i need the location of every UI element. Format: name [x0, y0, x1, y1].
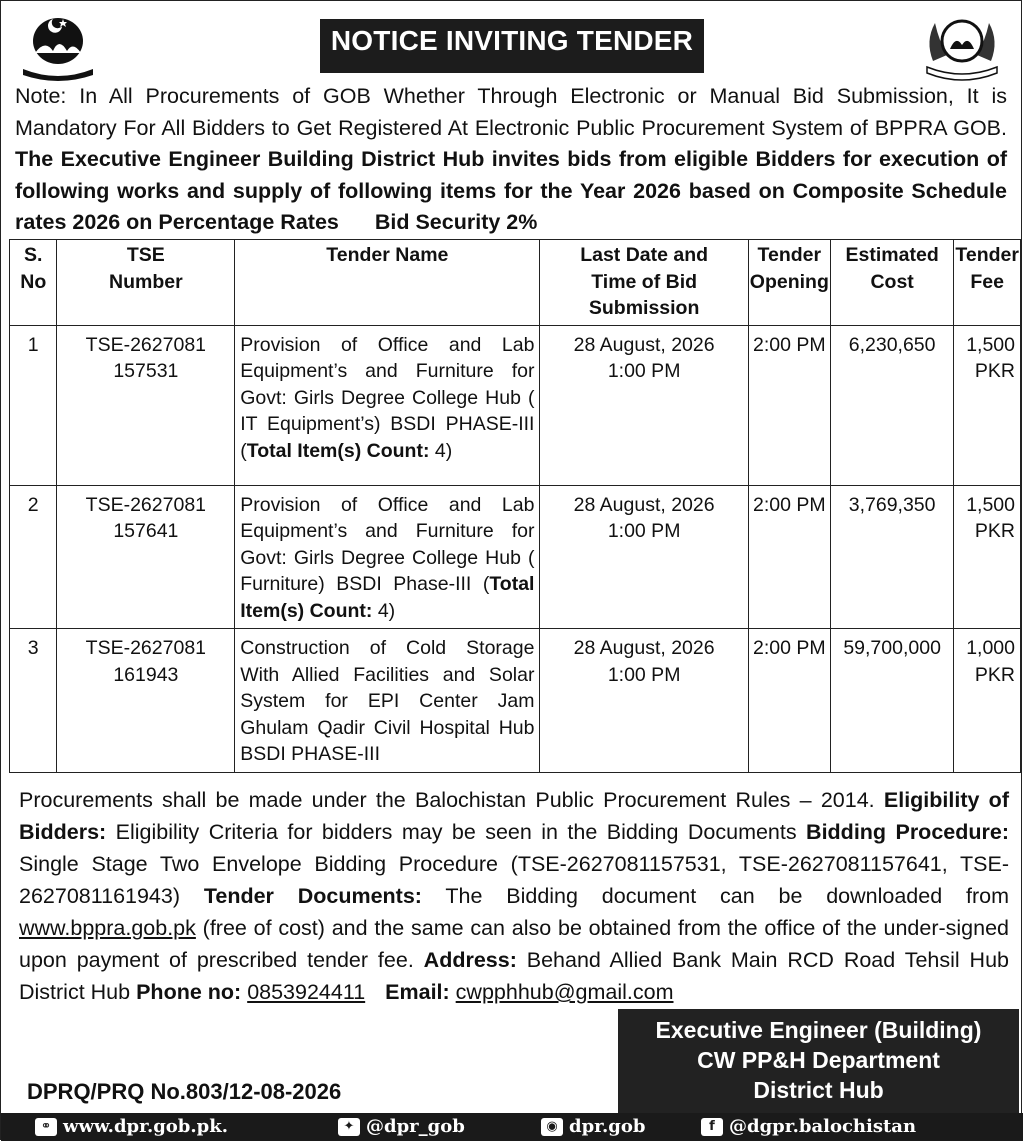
header-last-date: Last Date and Time of Bid Submission [540, 240, 748, 326]
footer-website-text: www.dpr.gob.pk. [63, 1116, 228, 1137]
cell-tse-number: TSE-2627081161943 [57, 629, 235, 773]
dprq-reference-number: DPRQ/PRQ No.803/12-08-2026 [27, 1079, 342, 1104]
address-label: Address: [423, 948, 517, 972]
header-tender-name: Tender Name [235, 240, 540, 326]
eligibility-label: Eligibility of Bidders: [19, 788, 1009, 844]
footer-website[interactable] [35, 1113, 228, 1141]
submission-time: 1:00 PM [607, 360, 681, 382]
submission-date: 28 August, 2026 [573, 637, 715, 659]
cell-tender-fee [954, 325, 1021, 485]
phone-label: Phone no: [136, 980, 242, 1004]
header-tse-number: TSE Number [57, 240, 235, 326]
tender-name-text: Provision of Office and Lab Equipment’s and Furniture for Govt: Girls Degree College Hub ( Furniture) BSDI Phase-III ( [240, 493, 535, 595]
procedure-text: Single Stage Two Envelope Bidding Procedure (TSE-2627081157531, TSE-2627081157641, TSE-2627081161943) [19, 852, 1009, 908]
header-estimated-cost: Estimated Cost [830, 240, 954, 326]
notice-title: NOTICE INVITING TENDER [320, 19, 704, 73]
balochistan-emblem-logo [19, 11, 97, 81]
email-label: Email: [385, 980, 450, 1004]
footer-twitter-text: @dpr_gob [366, 1116, 465, 1137]
eligibility-text: Eligibility Criteria for bidders may be seen in the Bidding Documents [115, 820, 797, 844]
table-row [10, 325, 1021, 485]
cell-last-date [540, 325, 748, 485]
globe-icon: ⚭ [35, 1118, 57, 1136]
footer-facebook-text: @dgpr.balochistan [729, 1116, 917, 1137]
procedure-label: Bidding Procedure: [806, 820, 1009, 844]
cell-estimated-cost: 59,700,000 [830, 629, 954, 773]
fee-amount: 1,500 [966, 333, 1015, 356]
fee-amount: 1,000 [966, 637, 1015, 659]
footer-bar [1, 1113, 1023, 1141]
cell-tender-name [235, 325, 540, 485]
footer-twitter[interactable] [338, 1113, 465, 1141]
fee-unit: PKR [974, 520, 1015, 542]
cell-estimated-cost: 3,769,350 [830, 485, 954, 629]
signature-block [618, 1009, 1019, 1113]
header-sno: S. No [10, 240, 57, 326]
cell-tse-number: TSE-2627081157531 [57, 325, 235, 485]
signatory-district: District Hub [753, 1077, 884, 1103]
tender-name-text: Provision of Office and Lab Equipment’s and Furniture for Govt: Girls Degree College Hub ( IT Equipment’s) BSDI PHASE-III ( [240, 333, 535, 462]
invitation-text: The Executive Engineer Building District Hub invites bids from eligible Bidders for execution of following works and supply of following items for the Year 2026 based on Composite Schedule rates 2026 on Percentage Rates [15, 147, 1007, 234]
item-count-value: 4) [377, 599, 396, 622]
cell-tse-number: TSE-2627081157641 [57, 485, 235, 629]
cell-sno: 2 [10, 485, 57, 629]
signatory-title: Executive Engineer (Building) [655, 1017, 982, 1043]
submission-date: 28 August, 2026 [573, 333, 715, 356]
documents-text: The Bidding document can be downloaded from [445, 884, 1009, 908]
tender-name-text: Construction of Cold Storage With Allied Facilities and Solar System for EPI Center Jam Ghulam Qadir Civil Hospital Hub BSDI PHASE-III [240, 637, 535, 765]
footer-instagram[interactable] [541, 1113, 645, 1141]
intro-paragraph [15, 81, 1007, 239]
cell-tender-name [235, 629, 540, 773]
item-count-label: Total Item(s) Count: [246, 439, 430, 462]
bid-security: Bid Security 2% [374, 210, 538, 234]
cell-tender-name [235, 485, 540, 629]
item-count-label: Total Item(s) Count: [240, 573, 535, 622]
address-text: Behand Allied Bank Main RCD Road Tehsil Hub District Hub [19, 948, 1009, 1004]
rules-statement: Procurements shall be made under the Balochistan Public Procurement Rules – 2014. [19, 788, 875, 812]
table-row [10, 629, 1021, 773]
header-tender-fee: Tender Fee [954, 240, 1021, 326]
fee-unit: PKR [974, 360, 1015, 382]
phone-link[interactable]: 0853924411 [247, 980, 366, 1004]
header-tender-opening: Tender Opening [748, 240, 830, 326]
cell-last-date [540, 629, 748, 773]
cell-sno: 3 [10, 629, 57, 773]
cell-sno: 1 [10, 325, 57, 485]
cell-last-date [540, 485, 748, 629]
fee-amount: 1,500 [966, 493, 1015, 516]
cell-estimated-cost: 6,230,650 [830, 325, 954, 485]
table-header-row [10, 240, 1021, 326]
submission-date: 28 August, 2026 [573, 493, 715, 516]
submission-time: 1:00 PM [607, 663, 681, 686]
government-crest-logo [919, 11, 1005, 81]
cell-tender-fee [954, 629, 1021, 773]
item-count-value: 4) [434, 439, 453, 462]
procurement-rules-paragraph [19, 784, 1009, 1008]
bppra-website-link[interactable]: www.bppra.gob.pk [19, 916, 196, 940]
registration-note: Note: In All Procurements of GOB Whether Through Electronic or Manual Bid Submission, It is Mandatory For All Bidders to Get Registered At Electronic Public Procurement System of BPPRA GOB. [15, 84, 1007, 140]
cell-opening-time: 2:00 PM [748, 485, 830, 629]
submission-time: 1:00 PM [607, 520, 681, 542]
email-link[interactable]: cwpphhub@gmail.com [455, 980, 674, 1004]
documents-label: Tender Documents: [203, 884, 422, 908]
tender-table [9, 239, 1021, 773]
cell-tender-fee [954, 485, 1021, 629]
footer-facebook[interactable] [701, 1113, 916, 1141]
documents-text-2: (free of cost) and the same can also be obtained from the office of the under-signed upon payment of prescribed tender fee. [19, 916, 1009, 972]
cell-opening-time: 2:00 PM [748, 325, 830, 485]
signatory-department: CW PP&H Department [697, 1047, 940, 1073]
facebook-icon: f [701, 1118, 723, 1136]
cell-opening-time: 2:00 PM [748, 629, 830, 773]
twitter-icon: ✦ [338, 1118, 360, 1136]
footer-instagram-text: dpr.gob [569, 1116, 646, 1137]
fee-unit: PKR [974, 663, 1015, 686]
instagram-icon: ◉ [541, 1118, 563, 1136]
table-row [10, 485, 1021, 629]
